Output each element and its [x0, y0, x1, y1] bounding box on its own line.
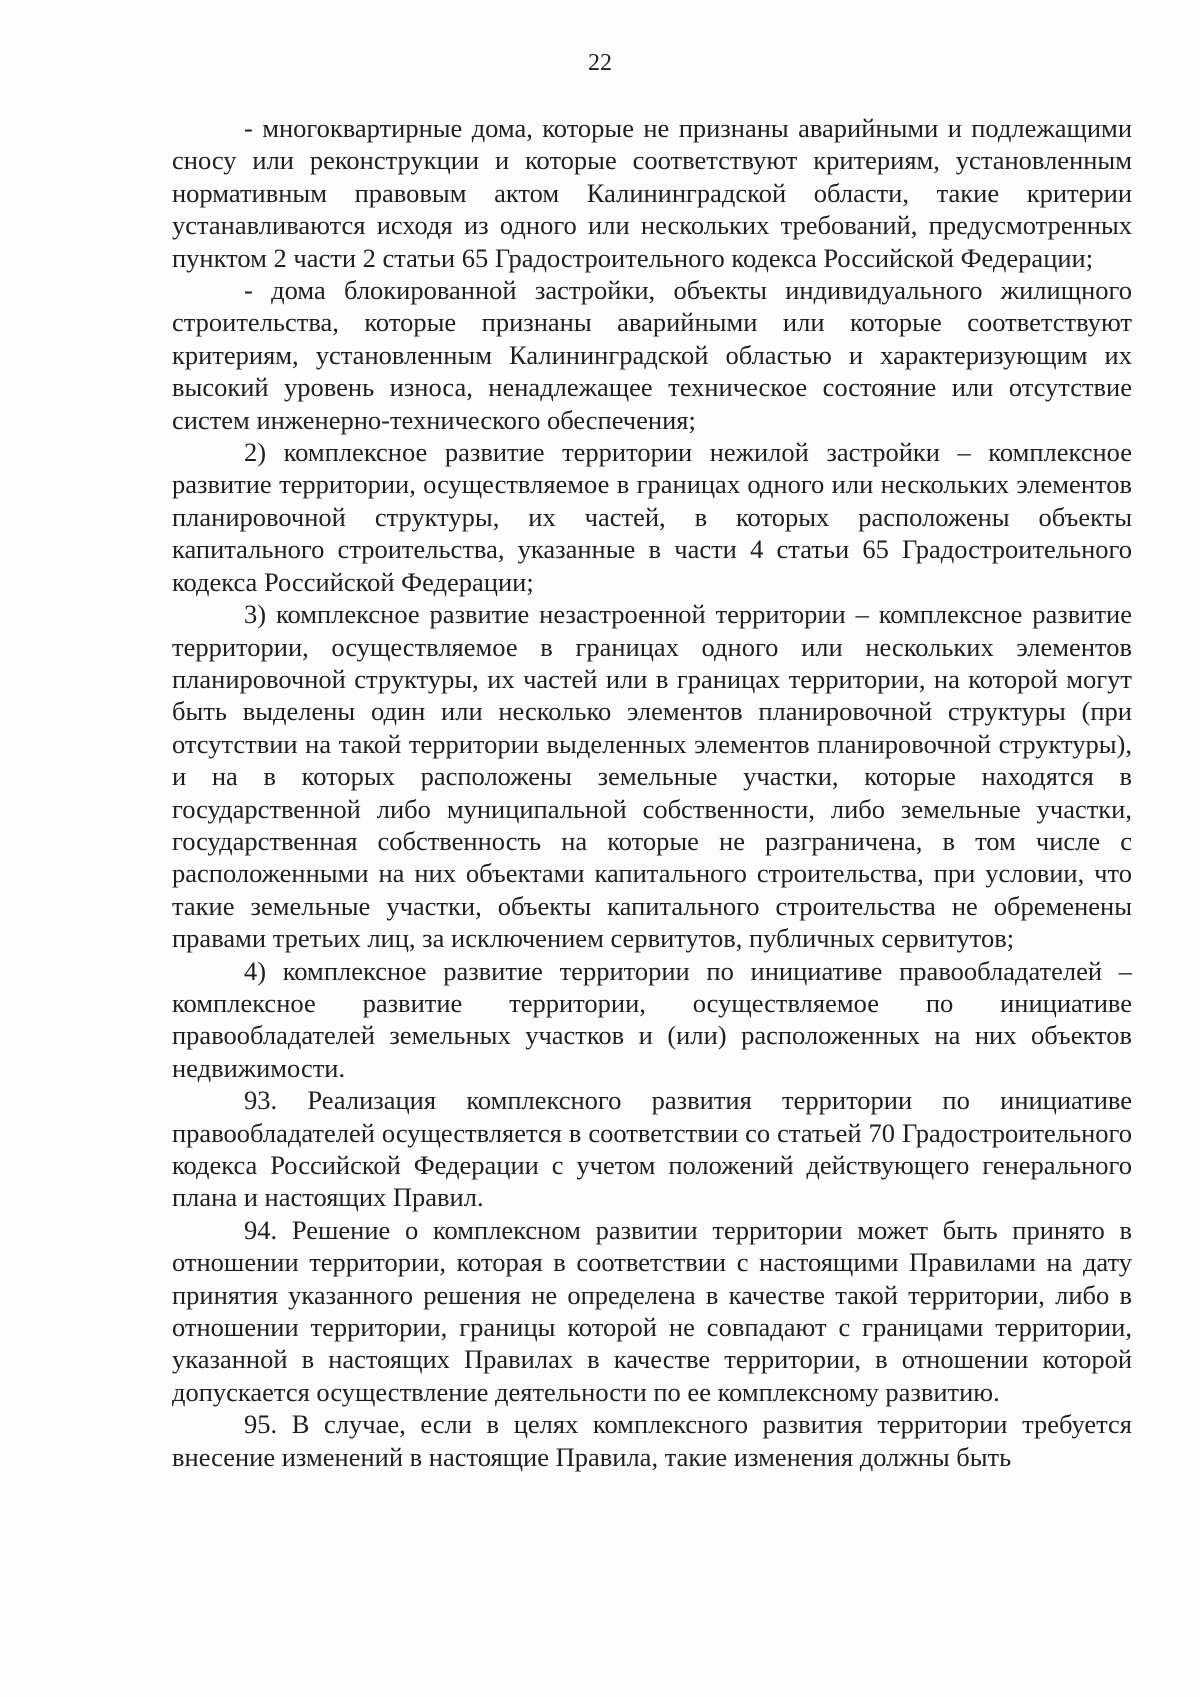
paragraph-93: 93. Реализация комплексного развития территории по инициативе правообладателей осуществляется в соответствии со статьей 70 Градостроительного кодекса Российской Федерации с учетом положений действующего генерального плана и настоящих Правил. [172, 1085, 1132, 1213]
paragraph-94: 94. Решение о комплексном развитии территории может быть принято в отношении территории, которая в соответствии с настоящими Правилами на дату принятия указанного решения не определена в качестве такой территории, либо в отношении территории, границы которой не совпадают с границами территории, указанной в настоящих Правилах в качестве территории, в отношении которой допускается осуществление деятельности по ее комплексному развитию. [172, 1214, 1132, 1407]
paragraph-item-4: 4) комплексное развитие территории по инициативе правообладателей – комплексное развитие территории, осуществляемое по инициативе правообладателей земельных участков и (или) расположенных на них объектов недвижимости. [172, 955, 1132, 1083]
paragraph-95: 95. В случае, если в целях комплексного развития территории требуется внесение изменений в настоящие Правила, такие изменения должны быть [172, 1409, 1132, 1472]
paragraph-item-2: 2) комплексное развитие территории нежилой застройки – комплексное развитие территории, осуществляемое в границах одного или нескольких элементов планировочной структуры, их частей, в которых расположены объекты капитального строительства, указанные в части 4 статьи 65 Градостроительного кодекса Российской Федерации; [172, 437, 1132, 597]
paragraph-blocked-houses: - дома блокированной застройки, объекты индивидуального жилищного строительства, которые признаны аварийными или которые соответствуют критериям, установленным Калининградской областью и характеризующим их высокий уровень износа, ненадлежащее техническое состояние или отсутствие систем инженерно-технического обеспечения; [172, 275, 1132, 435]
document-body [172, 112, 1132, 1473]
page-number: 22 [588, 50, 612, 76]
paragraph-item-3: 3) комплексное развитие незастроенной территории – комплексное развитие территории, осуществляемое в границах одного или нескольких элементов планировочной структуры, их частей или в границах территории, на которой могут быть выделены один или несколько элементов планировочной структуры (при отсутствии на такой территории выделенных элементов планировочной структуры), и на в которых расположены земельные участки, которые находятся в государственной либо муниципальной собственности, либо земельные участки, государственная собственность на которые не разграничена, в том числе с расположенными на них объектами капитального строительства, при условии, что такие земельные участки, объекты капитального строительства не обременены правами третьих лиц, за исключением сервитутов, публичных сервитутов; [172, 599, 1132, 954]
paragraph-apartment-buildings: - многоквартирные дома, которые не признаны аварийными и подлежащими сносу или реконструкции и которые соответствуют критериям, установленным нормативным правовым актом Калининградской области, такие критерии устанавливаются исходя из одного или нескольких требований, предусмотренных пунктом 2 части 2 статьи 65 Градостроительного кодекса Российской Федерации; [172, 113, 1132, 273]
